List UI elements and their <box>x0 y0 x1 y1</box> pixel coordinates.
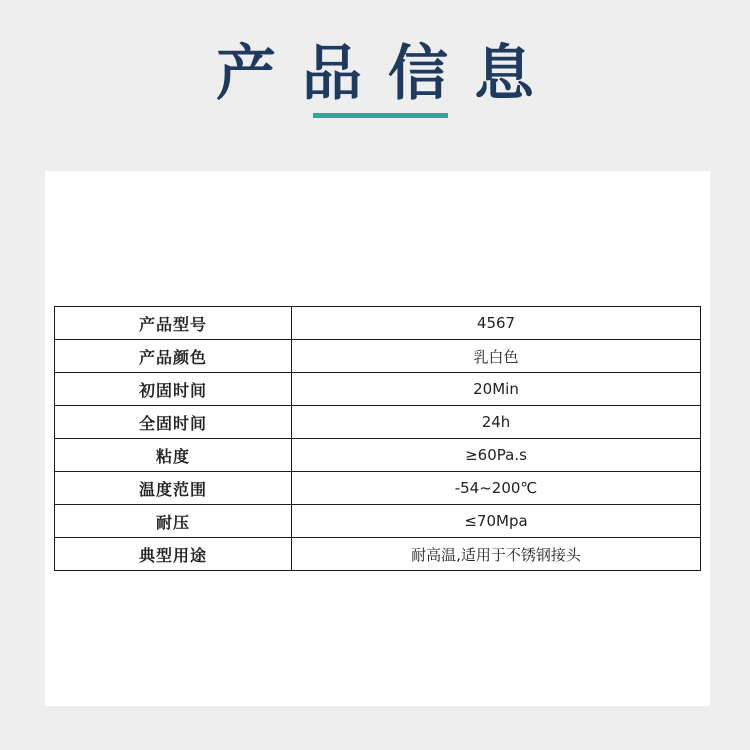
table-row <box>55 538 701 571</box>
spec-label: 初固时间 <box>55 373 292 406</box>
spec-card <box>45 171 710 706</box>
spec-value: 24h <box>292 406 701 439</box>
spec-value: ≤70Mpa <box>292 505 701 538</box>
table-row <box>55 472 701 505</box>
spec-label: 粘度 <box>55 439 292 472</box>
title-underline <box>313 113 448 118</box>
spec-table <box>54 306 701 571</box>
spec-label: 全固时间 <box>55 406 292 439</box>
spec-label: 产品颜色 <box>55 340 292 373</box>
table-row <box>55 505 701 538</box>
spec-value: ≥60Pa.s <box>292 439 701 472</box>
spec-label: 产品型号 <box>55 307 292 340</box>
table-row <box>55 340 701 373</box>
spec-value: -54~200℃ <box>292 472 701 505</box>
spec-label: 温度范围 <box>55 472 292 505</box>
table-row <box>55 406 701 439</box>
spec-value: 20Min <box>292 373 701 406</box>
spec-value: 耐高温,适用于不锈钢接头 <box>292 538 701 571</box>
table-row <box>55 439 701 472</box>
spec-label: 典型用途 <box>55 538 292 571</box>
spec-value: 乳白色 <box>292 340 701 373</box>
table-row <box>55 373 701 406</box>
spec-value: 4567 <box>292 307 701 340</box>
spec-label: 耐压 <box>55 505 292 538</box>
table-row <box>55 307 701 340</box>
page-title: 产品信息 <box>216 39 560 109</box>
